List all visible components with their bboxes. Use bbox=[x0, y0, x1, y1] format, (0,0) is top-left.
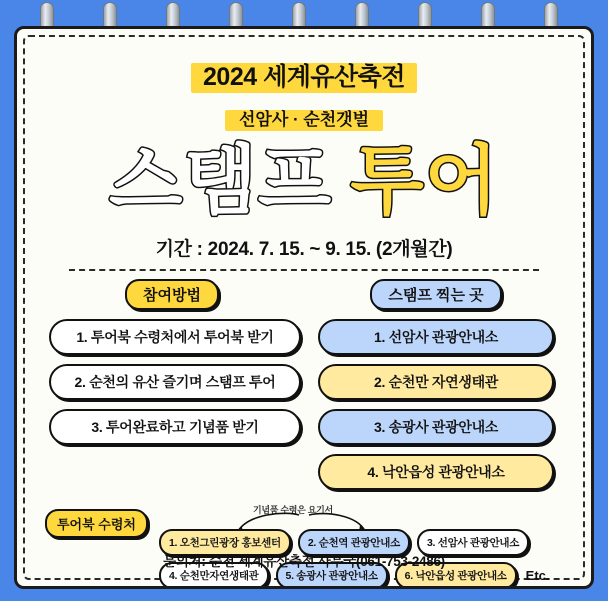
pickup-etc-label: Etc. bbox=[525, 568, 550, 583]
big-title-part2: 투어 bbox=[350, 139, 500, 224]
stamp-place-item: 1. 선암사 관광안내소 bbox=[318, 319, 554, 355]
two-column-section bbox=[39, 279, 569, 499]
poster-content bbox=[17, 29, 591, 589]
stamp-places-column bbox=[313, 279, 559, 499]
pickup-chip: 6. 낙안읍성 관광안내소 bbox=[395, 562, 517, 589]
stamp-place-item: 3. 송광사 관광안내소 bbox=[318, 409, 554, 445]
subtitle-block bbox=[39, 103, 569, 132]
page-subtitle: 선암사 · 순천갯벌 bbox=[225, 103, 383, 132]
big-title-part1: 스탬프 bbox=[108, 139, 333, 224]
title-block bbox=[145, 55, 463, 95]
contact-info: 문의처: 순천 세계유산축전 사무국(061-753-2486) bbox=[163, 554, 445, 569]
how-to-item: 1. 투어북 수령처에서 투어북 받기 bbox=[49, 319, 301, 355]
stamp-place-item: 2. 순천만 자연생태관 bbox=[318, 364, 554, 400]
pickup-chip: 4. 순천만자연생태관 bbox=[159, 562, 269, 589]
event-period: 기간 : 2024. 7. 15. ~ 9. 15. (2개월간) bbox=[155, 239, 453, 260]
big-title bbox=[39, 139, 569, 224]
how-to-item: 3. 투어완료하고 기념품 받기 bbox=[49, 409, 301, 445]
poster-page bbox=[14, 26, 594, 589]
pickup-section bbox=[39, 503, 569, 589]
pickup-note: 기념품 수령은 요기서 bbox=[253, 505, 333, 515]
stamp-places-heading: 스탬프 찍는 곳 bbox=[370, 279, 501, 310]
how-to-heading: 참여방법 bbox=[125, 279, 219, 310]
how-to-item: 2. 순천의 유산 즐기며 스탬프 투어 bbox=[49, 364, 301, 400]
pickup-label: 투어북 수령처 bbox=[45, 509, 148, 538]
pickup-chip: 3. 선암사 관광안내소 bbox=[417, 529, 529, 556]
page-title: 2024 세계유산축전 bbox=[191, 55, 417, 95]
how-to-column bbox=[49, 279, 295, 499]
pickup-chip: 5. 송광사 관광안내소 bbox=[276, 562, 388, 589]
stamp-place-item: 4. 낙안읍성 관광안내소 bbox=[318, 454, 554, 490]
section-divider bbox=[69, 269, 539, 271]
pickup-chip: 2. 순천역 관광안내소 bbox=[298, 529, 410, 556]
pickup-chip: 1. 오천그린광장 홍보센터 bbox=[159, 529, 291, 556]
